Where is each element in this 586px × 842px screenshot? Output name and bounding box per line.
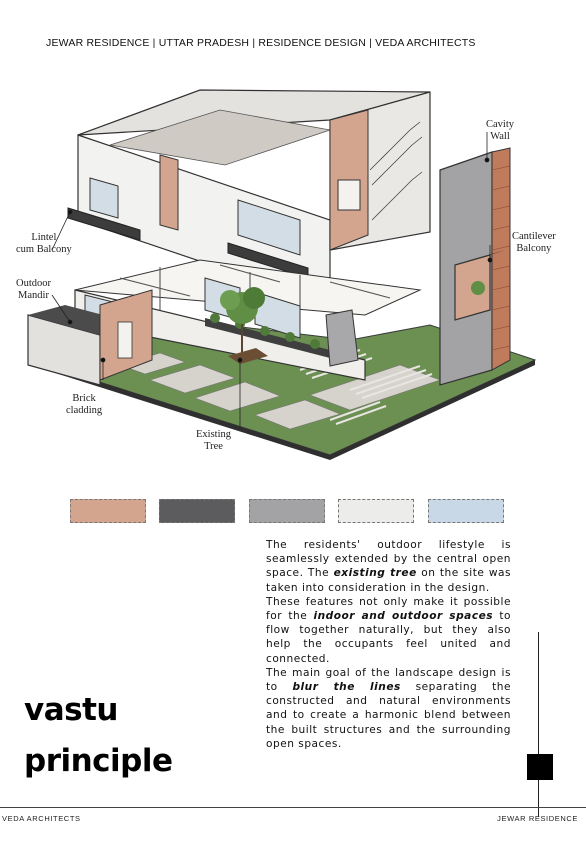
- label-cavity-wall: Cavity Wall: [486, 119, 514, 142]
- footer-rule: [0, 807, 586, 808]
- entry-block: [326, 310, 358, 366]
- palette-swatch-blue: [428, 499, 504, 523]
- label-outdoor-mandir: Outdoor Mandir: [16, 278, 51, 301]
- title-line-2: principle: [24, 743, 173, 779]
- label-cantilever-balcony: Cantilever Balcony: [512, 231, 556, 254]
- footer-left: VEDA ARCHITECTS: [2, 814, 81, 823]
- palette-swatch-terracotta: [70, 499, 146, 523]
- brick-pillar: [160, 155, 178, 230]
- label-brick-cladding: Brick cladding: [66, 393, 103, 416]
- palette-swatch-white: [338, 499, 414, 523]
- label-lintel-balcony: Lintel cum Balcony: [16, 232, 72, 255]
- balcony-plant: [471, 281, 485, 295]
- tower-window: [338, 180, 360, 210]
- paragraph-2: These features not only make it possible for the indoor and outdoor spaces to flow together naturally, but they also help the occupants feel united and connected.: [266, 595, 512, 665]
- palette-swatch-charcoal: [159, 499, 235, 523]
- paragraph-1: The residents' outdoor lifestyle is seamlessly extended by the central open space. The existing tree on the site was taken into consideration in the design.: [266, 539, 511, 594]
- label-existing-tree: Existing Tree: [196, 429, 232, 452]
- page-header: JEWAR RESIDENCE | UTTAR PRADESH | RESIDENCE DESIGN | VEDA ARCHITECTS: [46, 37, 476, 49]
- vertical-rule: [538, 632, 539, 817]
- black-square-marker: [527, 754, 553, 780]
- mandir-opening: [118, 322, 132, 358]
- footer-right: JEWAR RESIDENCE: [497, 814, 578, 823]
- paragraph-3: The main goal of the landscape design is to blur the lines separating the constructed and natural environments and to create a harmonic blend between the built structures and the surrounding open spaces.: [266, 666, 511, 750]
- color-palette: [0, 499, 586, 525]
- description-text: [266, 538, 511, 751]
- palette-swatch-grey: [249, 499, 325, 523]
- title-line-1: vastu: [24, 692, 118, 728]
- cavity-wall-brick: [492, 148, 510, 370]
